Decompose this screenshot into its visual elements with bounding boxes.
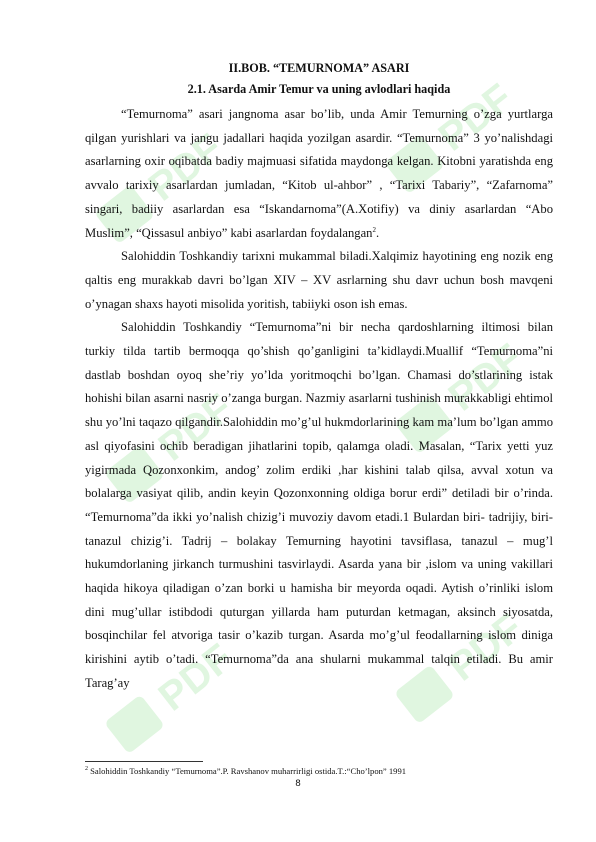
watermark-text: PDF — [440, 605, 531, 690]
watermark-text: PDF — [430, 75, 521, 160]
paragraph-1 — [85, 103, 553, 245]
watermark-text: PDF — [140, 125, 231, 210]
watermark-text: PDF — [440, 335, 531, 420]
footnote-ref[interactable]: 2 — [372, 225, 376, 234]
paragraph-2: Salohiddin Toshkandiy tarixni mukammal biladi.Xalqimiz hayotining eng nozik eng qaltis eng murakkab davri bo’lgan XIV – XV asrlarning shu davr uchun bosh mavqeni o’ynagan shaxs hayoti misolida yoritish, tabiiyki oson ish emas. — [85, 249, 553, 311]
document-page — [85, 58, 553, 696]
footnote-number: 2 — [85, 766, 88, 772]
footnote-text: Salohiddin Toshkandiy “Temurnoma”.P. Ravshanov muharrirligi ostida.T.:“Cho’lpon” 1991 — [88, 765, 407, 776]
footnote — [85, 764, 555, 777]
paragraph-1-text: “Temurnoma” asari jangnoma asar bo’lib, unda Amir Temurning o’zga yurtlarga qilgan yurishlari va jangu jadallari haqida yozilgan asardir. “Temurnoma” 3 yo’nalishdagi asarlarning oxir oqibatda badiy majmuasi sifatida maydonga kelgan. Kitobni yaratishda eng avvalo tarixiy asarlardan jumladan, “Kitob ul-ahbor” , “Tarixi Tabariy”, “Zafarnoma” singari, badiiy asarlardan esa “Iskandarnoma”(A.Xotifiy) va diniy asarlardan “Abo Muslim”, “Qissasul anbiyo” kabi asarlardan foydalangan — [85, 107, 553, 240]
footnote-divider — [85, 761, 203, 762]
paragraph-3: Salohiddin Toshkandiy “Temurnoma”ni bir necha qardoshlarning iltimosi bilan turkiy tilda tartib bermoqqa qo’shish qo’ganligini ta’kidlaydi.Muallif “Temurnoma”ni dastlab boshdan oyoq she’riy yo’lda yoritmoqchi bo’lgan. Chamasi do’stlarining istak hohishi bilan asarni nasriy o’zanga burgan. Nazmiy asarlarni tushinish murakkabligi ehtimol shu yo’lni taqazo qilgandir.Salohiddin mo’g’ul hukmdorlarining kam ma’lum bo’lgan ammo asl qiyofasini ochib beradigan jihatlarini topib, qalamga oladi. Masalan, “Tarix yetti yuz yigirmada Qozonxonkim, andog’ zolim erdiki ,har kishini talab qilsa, avval xotun va bolalarga vasiyat qilib, andin keyin Qozonxonning oldiga borur erdi” detiladi bir o’rinda. “Temurnoma”da ikki yo’nalish chizig’i muvoziy davom etadi.1 Bulardan biri- tadrijiy, biri- tanazul chizig’i. Tadrij – bolakay Temurning hayotini tavsiflasa, tanazul – mug’l hukumdorlaning jirkanch turmushini tasvirlaydi. Asarda yana bir ,islom va uning vakillari haqida hikoya qiladigan o’zan borki u hamisha bir meyorda oqadi. Aytish o’rinliki islom dini mug’ullar istibdodi quturgan yillarda ham puturdan ketmagan, aksinch siyosatda, bosqinchilar fel atvoriga tasir o’kazib turgan. Asarda mo’g’ul feodallarning islom diniga kirishini aytib o’tadi. “Temurnoma”da ana shularni mukammal talqin etiladi. Bu amir Tarag’ay — [85, 320, 553, 690]
section-title: 2.1. Asarda Amir Temur va uning avlodlari haqida — [187, 82, 451, 96]
watermark-text: PDF — [150, 385, 241, 470]
chapter-title: II.BOB. “TEMURNOMA” ASARI — [228, 61, 410, 75]
watermark-text: PDF — [150, 635, 241, 720]
page-number: 8 — [295, 778, 301, 789]
paragraph-1-end: . — [375, 225, 380, 240]
